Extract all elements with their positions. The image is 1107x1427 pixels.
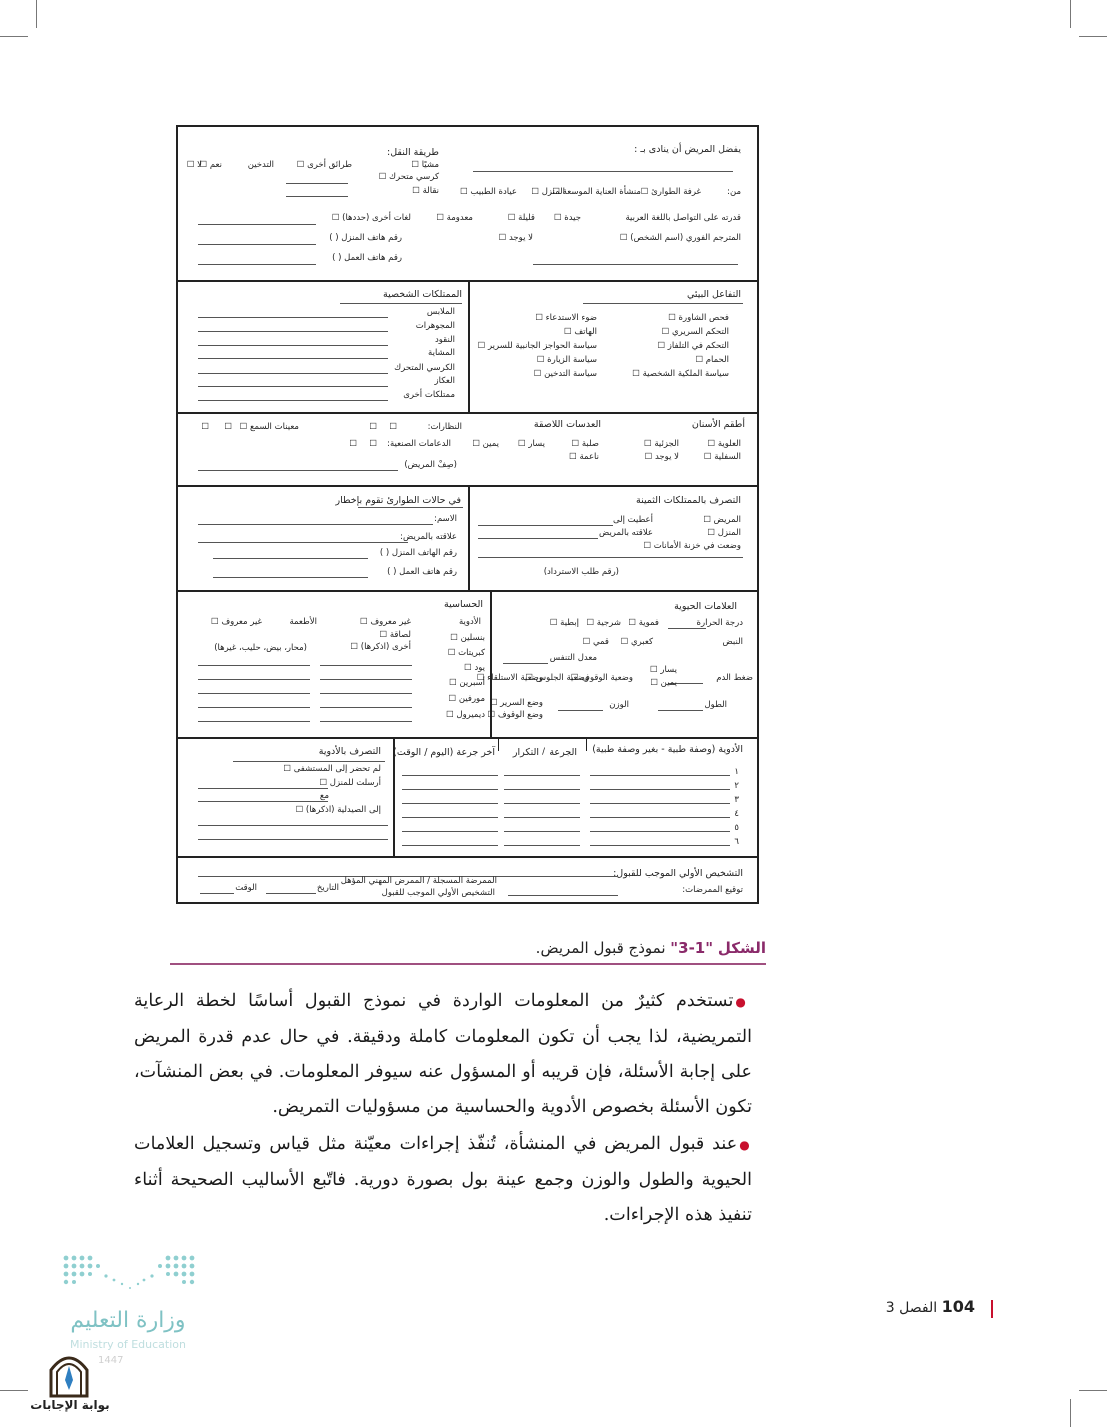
belonging-item: العكاز	[434, 376, 455, 386]
page-number: 104	[941, 1297, 975, 1316]
disposal-title: التصرف بالأدوية	[318, 746, 381, 757]
body-paragraph: ● عند قبول المريض في المنشأة، تُنفّذ إجراءات معيّنة مثل قياس وتسجيل العلامات الحيوية والطول والوزن وجمع عينة بول بصورة دورية. فاتّبع الأساليب الصحيحة أثناء تنفيذ هذه الإجراءات.	[134, 1127, 752, 1233]
yes-option	[369, 439, 377, 450]
ability-option: جيدة ☐	[554, 213, 581, 224]
denture-option: السفلية ☐	[704, 452, 741, 463]
rn-label: الممرضة المسجلة / الممرض المهني المؤهل	[340, 876, 497, 886]
fill-line	[198, 317, 388, 318]
ministry-name-ar: وزارة التعليم	[70, 1308, 186, 1333]
fill-line	[198, 665, 310, 666]
fill-line	[213, 558, 368, 559]
disposal-option: لم تحضر إلى المستشفى ☐	[283, 764, 381, 775]
env-option: التحكم في التلفاز ☐	[657, 341, 729, 352]
fill-line	[558, 710, 603, 711]
fill-line	[198, 524, 433, 525]
fill-line	[590, 789, 730, 790]
fill-line	[198, 801, 328, 802]
fill-line	[198, 788, 328, 789]
frequency-header: التكرار	[512, 747, 539, 758]
claim-number-label: (رقم طلب الاسترداد)	[543, 567, 619, 577]
valuables-title: التصرف بالممتلكات الثمينة	[635, 495, 741, 506]
fill-line	[358, 507, 463, 508]
nurse-signature-label: توقيع الممرضات:	[682, 885, 743, 895]
foods-label: الأطعمة	[289, 617, 317, 627]
env-option: التحكم السريري ☐	[662, 327, 729, 338]
fill-line	[198, 386, 388, 387]
belonging-item: المشاية	[428, 348, 455, 358]
env-option: سياسة الحواجز الجانبية للسرير ☐	[478, 341, 597, 352]
valuables-option: وضعت في خزنة الأمانات ☐	[643, 541, 741, 552]
home-phone-label: رقم هاتف المنزل ( )	[329, 233, 402, 243]
fill-line	[590, 845, 730, 846]
temp-option: شرجية ☐	[586, 618, 621, 629]
work-phone-label: رقم هاتف العمل ( )	[332, 253, 402, 263]
denture-option: العلوية ☐	[707, 439, 741, 450]
fill-line	[402, 775, 498, 776]
yes-option	[389, 422, 397, 433]
time-label: الوقت	[235, 883, 257, 893]
fill-line	[198, 400, 388, 401]
fill-line	[198, 839, 388, 840]
fill-line	[508, 895, 618, 896]
from-option: منشأة العناية الموسعة ☐	[552, 187, 641, 198]
fill-line	[402, 817, 498, 818]
allergy-item: كبريتات ☐	[448, 648, 485, 659]
fill-line	[198, 373, 388, 374]
allergy-item: ديميرول ☐	[446, 710, 485, 721]
transport-option: نقالة ☐	[412, 186, 439, 197]
fill-line	[590, 817, 730, 818]
emergency-title: في حالات الطوارئ تقوم بإخطار	[335, 495, 461, 506]
crop-mark	[1070, 0, 1071, 28]
lens-option: يمين ☐	[472, 439, 499, 450]
pulse-option: قمي ☐	[583, 637, 609, 648]
yes-option	[224, 422, 232, 433]
no-option	[369, 422, 377, 433]
with-label: مع	[319, 791, 329, 801]
from-option: عيادة الطبيب ☐	[460, 187, 517, 198]
fill-line	[504, 845, 580, 846]
unknown-option: غير معروف ☐	[360, 617, 411, 628]
given-to-label: أعطيت إلى	[612, 515, 653, 525]
ministry-year: 1447	[98, 1355, 124, 1366]
fill-line	[583, 303, 743, 304]
row-number: ١	[734, 767, 739, 777]
diagnosis-label-2: التشخيص الأولي الموجب للقبول	[381, 888, 495, 898]
belongings-title: الممتلكات الشخصية	[383, 289, 462, 300]
fill-line	[402, 831, 498, 832]
fill-line	[320, 679, 412, 680]
fill-line	[213, 577, 368, 578]
fill-line	[504, 803, 580, 804]
site-name: بوابة الإجابات	[30, 1398, 110, 1412]
from-option: المنزل ☐	[531, 187, 565, 198]
allergy-title: الحساسية	[444, 599, 483, 610]
date-label: التاريخ	[316, 883, 339, 893]
contact-work-phone: رقم هاتف العمل ( )	[387, 567, 457, 577]
table-divider	[586, 739, 587, 751]
temp-option: إبطية ☐	[550, 618, 579, 629]
none-option: لا يوجد ☐	[499, 233, 533, 244]
allergy-item: مورفين ☐	[449, 694, 485, 705]
row-number: ٤	[734, 809, 739, 819]
admission-form-figure	[176, 125, 759, 904]
pulse-option: كعبري ☐	[621, 637, 653, 648]
transport-option: كرسي متحرك ☐	[379, 172, 439, 183]
glasses-label: النظارات:	[427, 422, 462, 432]
lens-option: يسار ☐	[518, 439, 545, 450]
unknown-option: غير معروف ☐	[211, 617, 262, 628]
row-number: ٦	[734, 837, 739, 847]
bp-option: يسار ☐	[650, 665, 677, 676]
denture-option: لا يوجد ☐	[645, 452, 679, 463]
allergy-item: يود ☐	[464, 663, 485, 674]
fill-line	[320, 707, 412, 708]
scale-option: وضع السرير ☐	[490, 698, 543, 709]
yes-option: نعم ☐	[200, 160, 222, 171]
fill-line	[504, 775, 580, 776]
no-option	[349, 439, 357, 450]
bp-option: يمين ☐	[650, 678, 677, 689]
disposal-option: إلى الصيدلية (اذكرها) ☐	[296, 805, 381, 816]
figure-caption	[0, 935, 766, 961]
belonging-item: الملابس	[426, 307, 455, 317]
form-divider	[468, 485, 470, 590]
env-title: التفاعل البيئي	[686, 289, 741, 300]
fill-line	[320, 693, 412, 694]
crop-mark	[0, 36, 28, 37]
fill-line	[478, 538, 598, 539]
hearing-aids-option: معينات السمع ☐	[240, 422, 299, 433]
fill-line	[198, 693, 310, 694]
form-divider	[178, 737, 757, 739]
page-footer	[860, 1297, 975, 1316]
caption-number: "1-3"	[670, 939, 714, 957]
belonging-item: المجوهرات	[415, 321, 455, 331]
form-divider	[178, 856, 757, 858]
fill-line	[504, 817, 580, 818]
fill-line	[402, 803, 498, 804]
scale-option: وضع الوقوف ☐	[488, 710, 543, 721]
row-number: ٢	[734, 781, 739, 791]
ability-option: قليلة ☐	[508, 213, 535, 224]
relation-label: علاقته بالمريض	[599, 528, 653, 538]
env-option: ضوء الاستدعاء ☐	[535, 313, 597, 324]
describe-label: (صِفْ المريض)	[404, 460, 457, 470]
crop-mark	[1070, 1399, 1071, 1427]
food-examples: (محار، بيض، حليب، غيرها)	[214, 643, 307, 653]
fill-line	[320, 665, 412, 666]
footer-accent-bar	[991, 1300, 993, 1318]
fill-line	[533, 264, 738, 265]
allergy-item: أسبرين ☐	[449, 678, 485, 689]
position-option: وضعية الاستلقاء ☐	[477, 673, 543, 684]
arabic-ability-label: قدرته على التواصل باللغة العربية	[625, 213, 741, 223]
fill-line	[200, 893, 234, 894]
fill-line	[320, 721, 412, 722]
allergy-item: الأدوية	[458, 617, 481, 627]
meds-title: الأدوية (وصفة طبية - بغير وصفة طبية)	[592, 744, 743, 755]
body-paragraph: ● تستخدم كثيرٌ من المعلومات الواردة في نموذج القبول أساسًا لخطة الرعاية التمريضية، لذا يجب أن تكون المعلومات كاملة ودقيقة. في حال عدم قدرة المريض على إجابة الأسئلة، فإن قريبه أو المسؤول عنه سيوفر المعلومات. في بعض المنشآت، تكون الأسئلة بخصوص الأدوية والحساسية من مسؤوليات التمريض.	[134, 984, 752, 1125]
caption-text: نموذج قبول المريض.	[535, 939, 666, 957]
other-option: أخرى (اذكرها) ☐	[350, 642, 411, 653]
fill-line	[402, 845, 498, 846]
form-divider	[468, 280, 470, 412]
allergy-item: بنسلين ☐	[450, 633, 485, 644]
fill-line	[198, 331, 388, 332]
smoking-label: التدخين	[247, 160, 274, 170]
fill-line	[473, 171, 733, 172]
preferred-name-label: يفضل المريض أن ينادى بـ :	[634, 144, 741, 155]
ministry-logo-icon	[62, 1254, 198, 1294]
env-option: سياسة التدخين ☐	[534, 369, 597, 380]
ministry-name-en: Ministry of Education	[69, 1338, 186, 1351]
env-option: الهاتف ☐	[564, 327, 597, 338]
belonging-item: الكرسي المتحرك	[394, 363, 455, 373]
fill-line	[658, 710, 703, 711]
env-option: سياسة الملكية الشخصية ☐	[632, 369, 729, 380]
fill-line	[198, 542, 408, 543]
from-label: من:	[727, 187, 741, 197]
other-languages-option: لغات أخرى (حددها) ☐	[332, 213, 411, 224]
fill-line	[233, 761, 385, 762]
fill-line	[402, 789, 498, 790]
vitals-title: العلامات الحيوية	[674, 601, 737, 612]
fill-line	[340, 303, 462, 304]
from-option: غرفة الطوارئ ☐	[641, 187, 701, 198]
site-logo-icon	[47, 1350, 91, 1398]
caption-label: الشكل	[717, 939, 766, 957]
fill-line	[504, 789, 580, 790]
fill-line	[198, 244, 316, 245]
fill-line	[504, 831, 580, 832]
fill-line	[590, 831, 730, 832]
bp-label: ضغط الدم	[716, 673, 753, 683]
position-option: وضعية الوقوف ☐	[571, 673, 633, 684]
row-number: ٥	[734, 823, 739, 833]
tape-option: لصاقة ☐	[380, 630, 412, 641]
contact-relation-label: علاقته بالمريض:	[400, 532, 457, 542]
transport-option: مشيًا ☐	[411, 160, 439, 171]
other-methods-option: طرائق أخرى ☐	[297, 160, 352, 171]
lens-option: صلبة ☐	[572, 439, 599, 450]
fill-line	[198, 470, 398, 471]
lenses-title: العدسات اللاصقة	[533, 419, 601, 430]
no-option: لا ☐	[187, 160, 202, 171]
ability-option: معدومة ☐	[436, 213, 473, 224]
fill-line	[478, 525, 613, 526]
diagnosis-label: التشخيص الأولي الموجب للقبول:	[613, 868, 743, 879]
disposal-option: أرسلت للمنزل ☐	[319, 778, 381, 789]
weight-label: الوزن	[609, 700, 629, 710]
no-option	[201, 422, 209, 433]
crop-mark	[0, 1390, 28, 1391]
temp-option: فموية ☐	[628, 618, 659, 629]
valuables-option: المريض ☐	[703, 515, 741, 526]
fill-line	[198, 721, 310, 722]
form-divider	[178, 590, 757, 592]
last-dose-header: آخر جرعة (اليوم / الوقت)	[393, 747, 495, 758]
transport-title: طريقة النقل:	[387, 147, 439, 158]
height-label: الطول	[704, 700, 727, 710]
form-divider	[178, 412, 757, 414]
prosthetics-label: الدعامات الصنعية:	[387, 439, 451, 449]
fill-line	[198, 345, 388, 346]
fill-line	[198, 825, 388, 826]
fill-line	[198, 679, 310, 680]
fill-line	[668, 628, 706, 629]
table-divider	[498, 739, 499, 751]
fill-line	[198, 224, 316, 225]
fill-line	[266, 893, 316, 894]
pulse-label: النبض	[722, 637, 743, 647]
fill-line	[198, 264, 316, 265]
fill-line	[286, 196, 348, 197]
belonging-item: النقود	[435, 335, 455, 345]
fill-line	[286, 183, 348, 184]
fill-line	[198, 358, 388, 359]
resp-rate-label: معدل التنفس	[549, 653, 597, 663]
belonging-item: ممتلكات أخرى	[403, 390, 455, 400]
contact-home-phone: رقم الهاتف المنزل ( )	[379, 548, 457, 558]
fill-line	[590, 803, 730, 804]
caption-rule	[170, 963, 766, 965]
lens-option: ناعمة ☐	[569, 452, 599, 463]
dentures-title: أطقم الأسنان	[691, 419, 745, 430]
fill-line	[503, 663, 548, 664]
env-option: سياسة الزيارة ☐	[537, 355, 597, 366]
denture-option: الجزئية ☐	[644, 439, 679, 450]
row-number: ٣	[734, 795, 739, 805]
env-option: فحص الشاورة ☐	[668, 313, 729, 324]
position-option: وضعية الجلوس ☐	[525, 673, 589, 684]
chapter-label: الفصل 3	[885, 1300, 938, 1316]
interpreter-option: المترجم الفوري (اسم الشخص) ☐	[620, 233, 741, 244]
crop-mark	[36, 0, 37, 28]
env-option: الحمام ☐	[695, 355, 729, 366]
crop-mark	[1079, 36, 1107, 37]
dose-header: الجرعة	[549, 747, 577, 758]
slash: /	[542, 747, 545, 757]
fill-line	[478, 557, 743, 558]
temperature-label: درجة الحرارة	[696, 618, 743, 628]
crop-mark	[1079, 1390, 1107, 1391]
valuables-option: المنزل ☐	[707, 528, 741, 539]
fill-line	[590, 775, 730, 776]
fill-line	[198, 707, 310, 708]
contact-name-label: الاسم:	[434, 514, 457, 524]
